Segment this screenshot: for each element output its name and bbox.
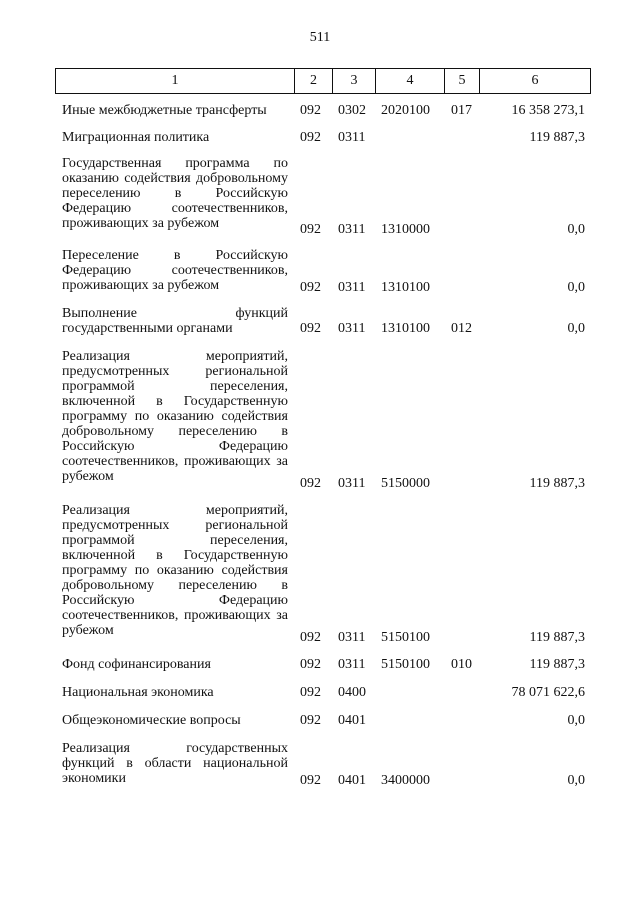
- column-header-4: 4: [376, 69, 445, 94]
- row-col-3: 0311: [338, 476, 366, 491]
- row-description: Миграционная политика: [62, 130, 210, 145]
- row-col-6: 78 071 622,6: [511, 685, 585, 700]
- row-col-3: 0311: [338, 321, 366, 336]
- column-header-1: 1: [56, 69, 295, 94]
- row-col-2: 092: [300, 773, 321, 788]
- row-col-4: 5150100: [381, 630, 430, 645]
- row-col-6: 16 358 273,1: [511, 103, 585, 118]
- row-col-3: 0302: [338, 103, 366, 118]
- row-description: Общеэкономические вопросы: [62, 713, 241, 728]
- row-col-3: 0400: [338, 685, 366, 700]
- row-col-2: 092: [300, 630, 321, 645]
- row-col-3: 0401: [338, 713, 366, 728]
- row-col-2: 092: [300, 280, 321, 295]
- row-col-6: 119 887,3: [529, 476, 585, 491]
- row-col-3: 0311: [338, 280, 366, 295]
- row-col-5: 010: [451, 657, 472, 672]
- row-col-4: 1310000: [381, 222, 430, 237]
- row-col-3: 0311: [338, 222, 366, 237]
- column-header-6: 6: [480, 69, 591, 94]
- row-col-2: 092: [300, 713, 321, 728]
- row-col-4: 1310100: [381, 321, 430, 336]
- row-description: Переселение в Российскую Федерацию соотечественников, проживающих за рубежом: [62, 248, 288, 293]
- row-col-6: 0,0: [567, 321, 585, 336]
- row-col-2: 092: [300, 321, 321, 336]
- row-col-2: 092: [300, 130, 321, 145]
- row-col-2: 092: [300, 222, 321, 237]
- row-col-2: 092: [300, 685, 321, 700]
- row-col-6: 0,0: [567, 280, 585, 295]
- row-col-3: 0401: [338, 773, 366, 788]
- row-col-6: 0,0: [567, 713, 585, 728]
- row-col-6: 119 887,3: [529, 657, 585, 672]
- row-col-4: 5150000: [381, 476, 430, 491]
- row-description: Фонд софинансирования: [62, 657, 211, 672]
- row-col-3: 0311: [338, 630, 366, 645]
- row-description: Реализация мероприятий, предусмотренных региональной программой переселения, включенной в Государственную программу по оказанию содействия добровольному переселению в Российскую Федерацию соотечественников, проживающих за рубежом: [62, 349, 288, 484]
- row-col-4: 5150100: [381, 657, 430, 672]
- row-col-3: 0311: [338, 130, 366, 145]
- column-header-3: 3: [333, 69, 376, 94]
- row-col-4: 2020100: [381, 103, 430, 118]
- column-header-5: 5: [445, 69, 480, 94]
- row-description: Выполнение функций государственными органами: [62, 306, 288, 336]
- row-col-3: 0311: [338, 657, 366, 672]
- column-header-2: 2: [295, 69, 333, 94]
- row-description: Национальная экономика: [62, 685, 214, 700]
- page-number: 511: [309, 30, 331, 45]
- row-col-6: 0,0: [567, 773, 585, 788]
- row-col-2: 092: [300, 476, 321, 491]
- row-col-5: 017: [451, 103, 472, 118]
- row-col-4: 1310100: [381, 280, 430, 295]
- row-col-6: 0,0: [567, 222, 585, 237]
- row-col-4: 3400000: [381, 773, 430, 788]
- row-description: Реализация государственных функций в области национальной экономики: [62, 741, 288, 786]
- column-header-table: [55, 68, 591, 94]
- row-col-2: 092: [300, 657, 321, 672]
- row-col-2: 092: [300, 103, 321, 118]
- row-col-5: 012: [451, 321, 472, 336]
- row-col-6: 119 887,3: [529, 630, 585, 645]
- row-description: Иные межбюджетные трансферты: [62, 103, 267, 118]
- row-description: Реализация мероприятий, предусмотренных региональной программой переселения, включенной в Государственную программу по оказанию содействия добровольному переселению в Российскую Федерацию соотечественников, проживающих за рубежом: [62, 503, 288, 638]
- column-header-row: [56, 69, 591, 94]
- row-description: Государственная программа по оказанию содействия добровольному переселению в Российскую Федерацию соотечественников, проживающих за рубежом: [62, 156, 288, 231]
- row-col-6: 119 887,3: [529, 130, 585, 145]
